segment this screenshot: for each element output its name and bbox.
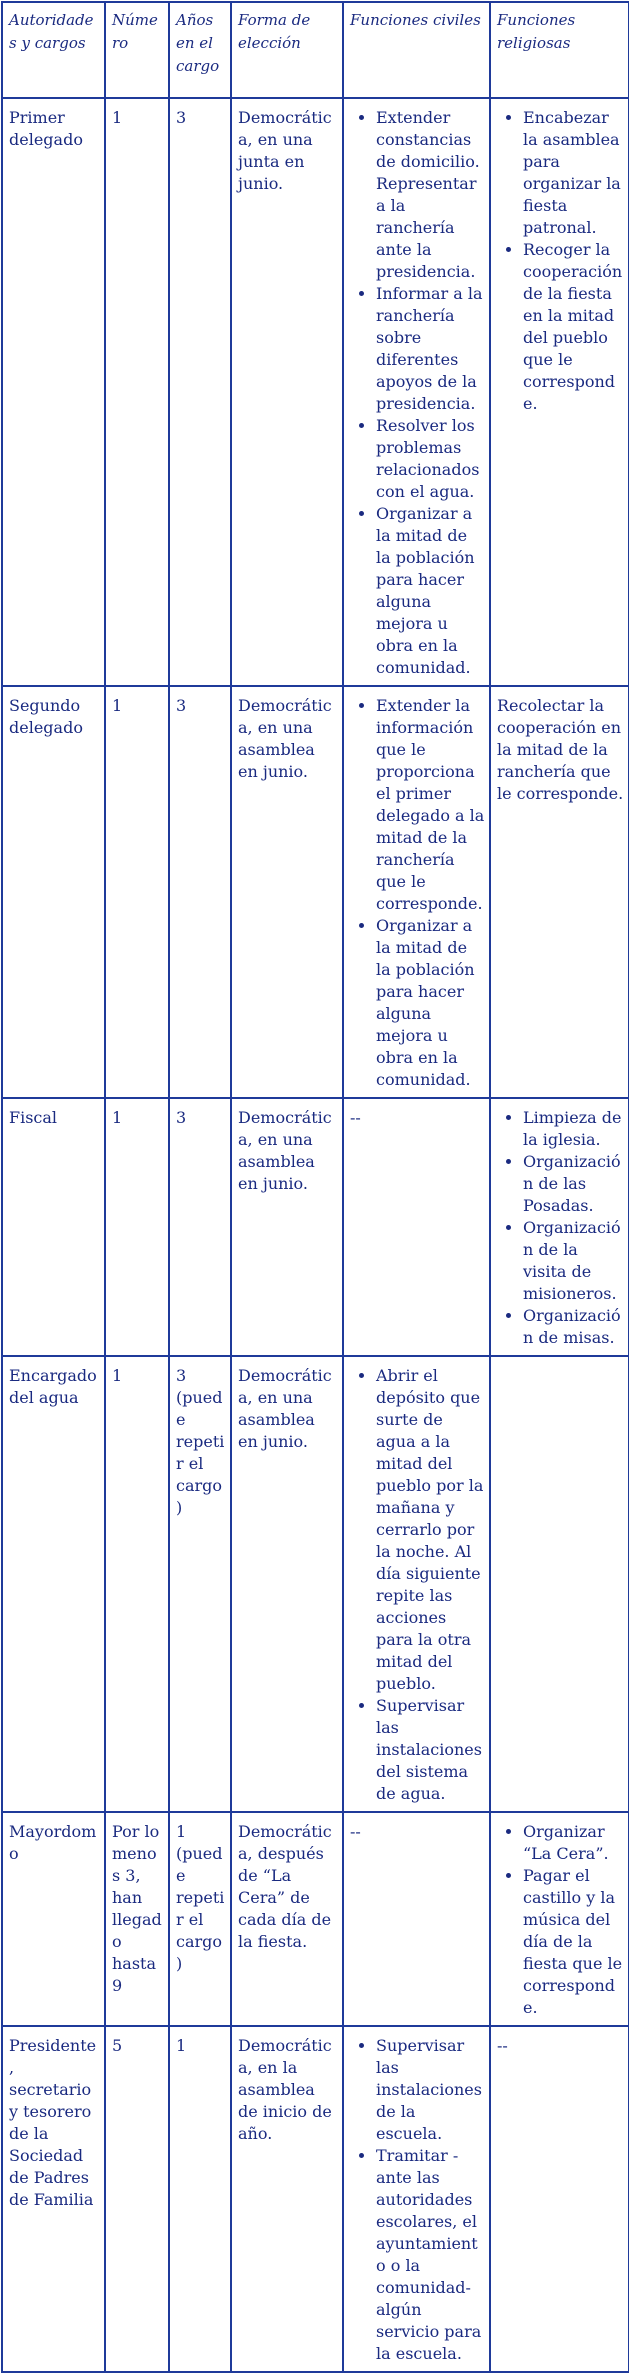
- religiosas-list: [497, 1821, 624, 2019]
- religiosas-list: [497, 1107, 624, 1349]
- cell-religiosas: [490, 1098, 629, 1356]
- cell-forma: Democrática, en la asamblea de inicio de año.: [231, 2026, 343, 2372]
- cell-cargo: Encargado del agua: [2, 1356, 105, 1812]
- list-item: • Supervisar las instalaciones de la escuela.: [376, 2035, 485, 2145]
- cell-numero: 5: [105, 2026, 169, 2372]
- cell-cargo: Fiscal: [2, 1098, 105, 1356]
- cell-anos: 1: [169, 2026, 231, 2372]
- table-row: [2, 98, 629, 686]
- list-item: • Limpieza de la iglesia.: [523, 1107, 624, 1151]
- cell-religiosas: [490, 98, 629, 686]
- list-item: • Organización de misas.: [523, 1305, 624, 1349]
- cell-anos: 3: [169, 1098, 231, 1356]
- cell-anos: 3: [169, 686, 231, 1098]
- list-item: • Tramitar -ante las autoridades escolares, el ayuntamiento o la comunidad- algún servicio para la escuela.: [376, 2145, 485, 2365]
- list-item: • Organizar “La Cera”.: [523, 1821, 624, 1865]
- table-row: [2, 2026, 629, 2372]
- cell-numero: 1: [105, 1098, 169, 1356]
- cell-forma: Democrática, en una asamblea en junio.: [231, 1098, 343, 1356]
- cell-numero: 1: [105, 1356, 169, 1812]
- cell-religiosas: Recolectar la cooperación en la mitad de la ranchería que le corresponde.: [490, 686, 629, 1098]
- list-item: • Organización de la visita de misioneros.: [523, 1217, 624, 1305]
- list-item: • Organización de las Posadas.: [523, 1151, 624, 1217]
- cell-forma: Democrática, en una junta en junio.: [231, 98, 343, 686]
- list-item: • Organizar a la mitad de la población para hacer alguna mejora u obra en la comunidad.: [376, 915, 485, 1091]
- list-item: • Encabezar la asamblea para organizar la fiesta patronal.: [523, 107, 624, 239]
- list-item: • Organizar a la mitad de la población para hacer alguna mejora u obra en la comunidad.: [376, 503, 485, 679]
- cell-cargo: Segundo delegado: [2, 686, 105, 1098]
- cell-anos: 3 (puede repetir el cargo): [169, 1356, 231, 1812]
- table-row: [2, 686, 629, 1098]
- religiosas-list: [497, 107, 624, 415]
- authorities-table: [1, 1, 629, 2373]
- cell-civiles: [343, 686, 490, 1098]
- list-item: • Informar a la ranchería sobre diferentes apoyos de la presidencia.: [376, 283, 485, 415]
- civiles-list: [350, 107, 485, 679]
- list-item: • Recoger la cooperación de la fiesta en la mitad del pueblo que le corresponde.: [523, 239, 624, 415]
- cell-religiosas: [490, 1812, 629, 2026]
- cell-cargo: Presidente, secretario y tesorero de la Sociedad de Padres de Familia: [2, 2026, 105, 2372]
- cell-civiles: [343, 98, 490, 686]
- cell-religiosas: [490, 1356, 629, 1812]
- header-row: [2, 2, 629, 98]
- header-religiosas: Funciones religiosas: [490, 2, 629, 98]
- table-row: [2, 1098, 629, 1356]
- cell-forma: Democrática, en una asamblea en junio.: [231, 1356, 343, 1812]
- cell-civiles: [343, 1356, 490, 1812]
- table-row: [2, 1356, 629, 1812]
- cell-civiles: --: [343, 1098, 490, 1356]
- list-item: • Abrir el depósito que surte de agua a la mitad del pueblo por la mañana y cerrarlo por la noche. Al día siguiente repite las acciones para la otra mitad del pueblo.: [376, 1365, 485, 1695]
- list-item: • Extender la información que le proporciona el primer delegado a la mitad de la ranchería que le corresponde.: [376, 695, 485, 915]
- list-item: • Supervisar las instalaciones del sistema de agua.: [376, 1695, 485, 1805]
- cell-cargo: Primer delegado: [2, 98, 105, 686]
- header-forma: Forma de elección: [231, 2, 343, 98]
- header-numero: Número: [105, 2, 169, 98]
- header-autoridades: Autoridades y cargos: [2, 2, 105, 98]
- civiles-list: [350, 695, 485, 1091]
- cell-anos: 3: [169, 98, 231, 686]
- cell-forma: Democrática, en una asamblea en junio.: [231, 686, 343, 1098]
- cell-civiles: --: [343, 1812, 490, 2026]
- cell-numero: 1: [105, 686, 169, 1098]
- cell-forma: Democrática, después de “La Cera” de cada día de la fiesta.: [231, 1812, 343, 2026]
- cell-religiosas: --: [490, 2026, 629, 2372]
- list-item: • Resolver los problemas relacionados con el agua.: [376, 415, 485, 503]
- table-row: [2, 1812, 629, 2026]
- cell-numero: 1: [105, 98, 169, 686]
- list-item: • Extender constancias de domicilio. Representar a la ranchería ante la presidencia.: [376, 107, 485, 283]
- civiles-list: [350, 2035, 485, 2365]
- cell-cargo: Mayordomo: [2, 1812, 105, 2026]
- cell-numero: Por lo menos 3, han llegado hasta 9: [105, 1812, 169, 2026]
- header-anos: Años en el cargo: [169, 2, 231, 98]
- header-civiles: Funciones civiles: [343, 2, 490, 98]
- cell-anos: 1 (puede repetir el cargo): [169, 1812, 231, 2026]
- list-item: • Pagar el castillo y la música del día de la fiesta que le corresponde.: [523, 1865, 624, 2019]
- civiles-list: [350, 1365, 485, 1805]
- cell-civiles: [343, 2026, 490, 2372]
